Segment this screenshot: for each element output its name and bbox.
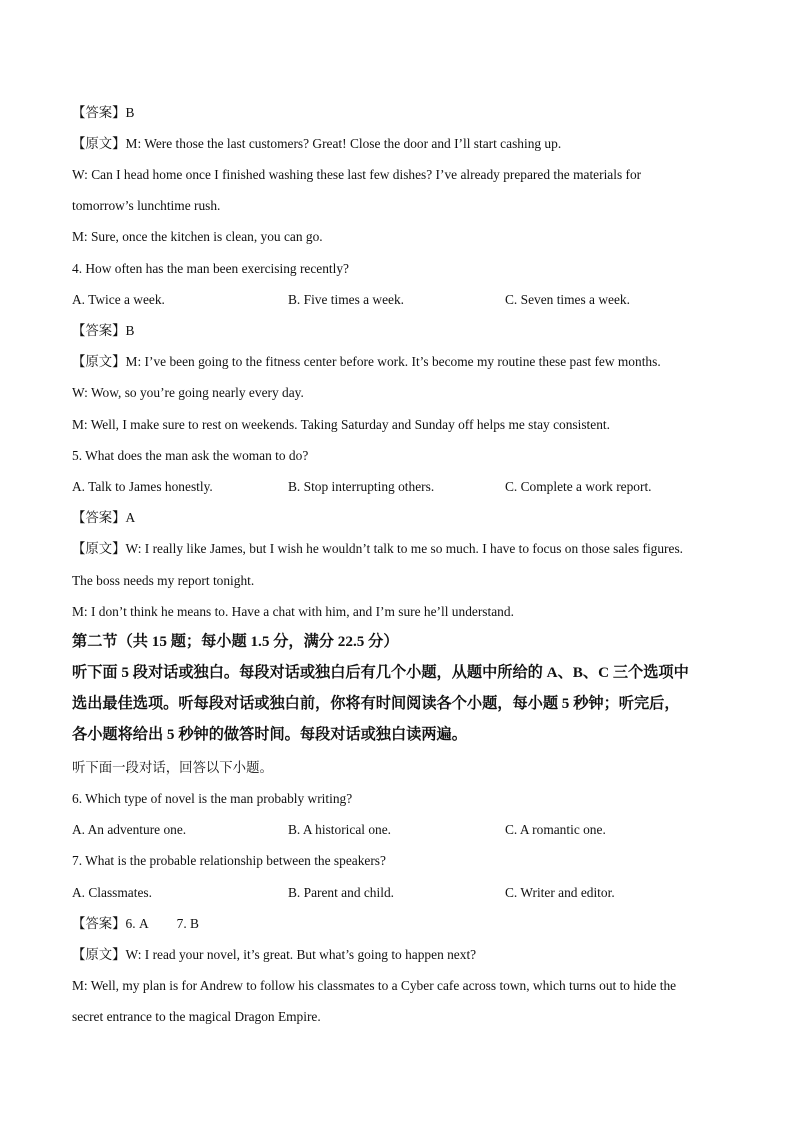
option-a: A. Talk to James honestly. bbox=[72, 479, 213, 494]
option-b: B. Five times a week. bbox=[288, 292, 405, 307]
transcript-line: M: Well, I make sure to rest on weekends. Taking Saturday and Sunday off helps me stay consistent. bbox=[72, 417, 610, 432]
option-b: B. A historical one. bbox=[288, 822, 392, 837]
option-a: A. Classmates. bbox=[72, 885, 152, 900]
question-7: 7. What is the probable relationship between the speakers? bbox=[72, 853, 386, 868]
option-c: C. Seven times a week. bbox=[505, 292, 630, 307]
option-c: C. Writer and editor. bbox=[505, 885, 615, 900]
question-5: 5. What does the man ask the woman to do? bbox=[72, 448, 309, 463]
transcript-line: The boss needs my report tonight. bbox=[72, 573, 255, 588]
transcript-line: 【原文】M: Were those the last customers? Great! Close the door and I’ll start cashing up. bbox=[72, 136, 562, 151]
answer-q7: 7. B bbox=[176, 916, 199, 931]
question-4: 4. How often has the man been exercising recently? bbox=[72, 261, 350, 276]
transcript-line: W: Wow, so you’re going nearly every day. bbox=[72, 385, 304, 400]
section-2-instructions: 选出最佳选项。听每段对话或独白前，你将有时间阅读各个小题，每小题 5 秒钟；听完后， bbox=[72, 695, 680, 712]
transcript-line: 【原文】M: I’ve been going to the fitness center before work. It’s become my routine these past few months. bbox=[72, 354, 661, 369]
answer-q4: 【答案】B bbox=[72, 323, 135, 338]
section-2-instructions: 各小题将给出 5 秒钟的做答时间。每段对话或独白读两遍。 bbox=[72, 726, 467, 743]
transcript-line: M: Sure, once the kitchen is clean, you can go. bbox=[72, 229, 323, 244]
transcript-line: 【原文】W: I really like James, but I wish he wouldn’t talk to me so much. I have to focus on those sales figures. bbox=[72, 541, 684, 556]
section-2-instructions: 听下面 5 段对话或独白。每段对话或独白后有几个小题，从题中所给的 A、B、C 三个选项中 bbox=[72, 664, 689, 681]
option-a: A. An adventure one. bbox=[72, 822, 187, 837]
answer-q3: 【答案】B bbox=[72, 105, 135, 120]
section-2-title: 第二节（共 15 题；每小题 1.5 分，满分 22.5 分） bbox=[72, 633, 399, 650]
transcript-line: M: Well, my plan is for Andrew to follow his classmates to a Cyber cafe across town, which turns out to hide the bbox=[72, 978, 677, 993]
option-c: C. Complete a work report. bbox=[505, 479, 652, 494]
question-6: 6. Which type of novel is the man probably writing? bbox=[72, 791, 353, 806]
transcript-line: M: I don’t think he means to. Have a chat with him, and I’m sure he’ll understand. bbox=[72, 604, 514, 619]
transcript-line: 【原文】W: I read your novel, it’s great. But what’s going to happen next? bbox=[72, 947, 477, 962]
answer-q6-q7 bbox=[72, 915, 199, 933]
option-c: C. A romantic one. bbox=[505, 822, 606, 837]
dialogue-intro: 听下面一段对话，回答以下小题。 bbox=[72, 760, 273, 775]
answer-q6: 【答案】6. A bbox=[72, 916, 149, 931]
transcript-line: W: Can I head home once I finished washing these last few dishes? I’ve already prepared the materials for bbox=[72, 167, 642, 182]
transcript-line: secret entrance to the magical Dragon Empire. bbox=[72, 1009, 321, 1024]
transcript-line: tomorrow’s lunchtime rush. bbox=[72, 198, 221, 213]
answer-q5: 【答案】A bbox=[72, 510, 136, 525]
option-b: B. Parent and child. bbox=[288, 885, 394, 900]
option-b: B. Stop interrupting others. bbox=[288, 479, 435, 494]
option-a: A. Twice a week. bbox=[72, 292, 165, 307]
